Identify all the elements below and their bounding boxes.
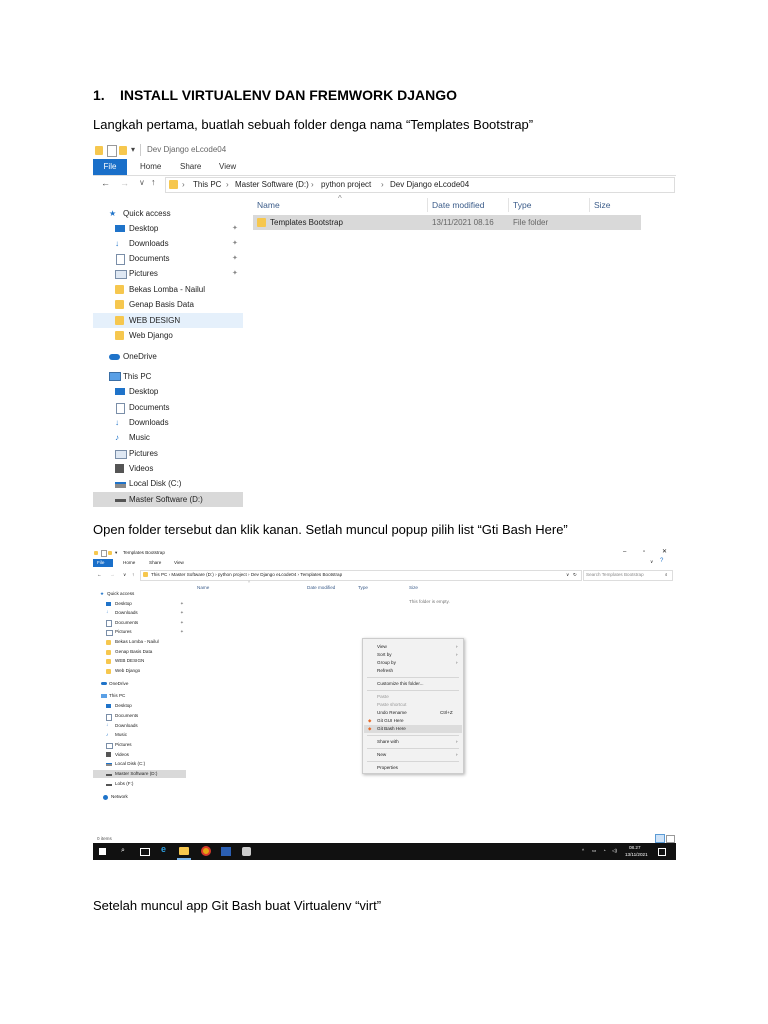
nav-item-downloads[interactable]	[93, 236, 243, 251]
download-arrow-icon: ↓	[115, 239, 119, 248]
up-arrow-icon[interactable]: ↑	[132, 572, 135, 577]
cloud-icon	[109, 354, 120, 360]
forward-arrow-icon[interactable]: →	[110, 572, 115, 577]
desktop-icon	[115, 225, 125, 232]
submenu-arrow-icon: ›	[456, 752, 458, 757]
nav-pc-music[interactable]	[93, 430, 243, 445]
address-dropdown-icon[interactable]: ∨	[566, 572, 570, 577]
menu-item-git-gui-here[interactable]: Git GUI Here	[377, 718, 404, 723]
nav-item-web-design[interactable]	[93, 313, 243, 328]
menu-item-paste-shortcut[interactable]: Paste shortcut	[377, 702, 407, 707]
paragraph-3: Setelah muncul app Git Bash buat Virtualenv “virt”	[93, 898, 382, 913]
windows-start-icon[interactable]	[99, 848, 106, 855]
nav-pc-desktop[interactable]	[93, 384, 243, 399]
tab-view[interactable]: View	[219, 162, 237, 171]
nav-pc-pictures[interactable]: Pictures	[115, 742, 132, 747]
nav-label: Web Django	[129, 331, 173, 340]
nav-item-downloads[interactable]: Downloads	[115, 610, 138, 615]
sort-caret-icon: ^	[248, 580, 251, 585]
folder-icon	[115, 331, 124, 340]
column-date-modified[interactable]: Date modified	[432, 200, 485, 210]
recent-chevron-icon[interactable]: ∨	[123, 572, 127, 577]
heading-text: INSTALL VIRTUALENV DAN FREMWORK DJANGO	[120, 87, 458, 103]
nav-item-bekas-lomba[interactable]: Bekas Lomba - Nailul	[115, 639, 159, 644]
drive-icon	[106, 774, 112, 776]
nav-label: Documents	[129, 254, 170, 263]
details-view-icon[interactable]	[655, 834, 665, 843]
folder-icon	[106, 669, 111, 674]
tab-view[interactable]: View	[174, 560, 184, 565]
nav-item-documents[interactable]	[93, 251, 243, 266]
nav-label: Quick access	[123, 209, 171, 218]
menu-item-refresh[interactable]: Refresh	[377, 668, 394, 673]
submenu-arrow-icon: ›	[456, 739, 458, 744]
submenu-arrow-icon: ›	[456, 652, 458, 657]
nav-label: This PC	[123, 372, 152, 381]
menu-separator	[367, 748, 459, 749]
pin-icon[interactable]: ✦	[180, 620, 184, 625]
nav-item-web-django[interactable]: Web Django	[115, 668, 141, 673]
empty-folder-text: This folder is empty.	[409, 599, 450, 604]
file-type: File folder	[513, 218, 549, 227]
tab-home[interactable]: Home	[140, 162, 162, 171]
nav-pc-downloads[interactable]: Downloads	[115, 723, 138, 728]
menu-separator	[367, 690, 459, 691]
column-divider[interactable]	[589, 198, 590, 212]
download-arrow-icon: ↓	[115, 418, 119, 427]
pin-icon[interactable]: ✦	[232, 225, 238, 232]
nav-label: Downloads	[129, 239, 169, 248]
nav-quick-access[interactable]: Quick access	[107, 591, 135, 596]
nav-label: Pictures	[129, 269, 158, 278]
file-explorer-icon[interactable]	[179, 847, 189, 855]
nav-item-desktop[interactable]	[93, 221, 243, 236]
nav-item-web-django[interactable]	[93, 328, 243, 343]
folder-icon	[106, 659, 111, 664]
film-icon	[106, 752, 111, 757]
properties-icon	[107, 145, 117, 157]
menu-separator	[367, 735, 459, 736]
window-title: Templates Bootstrap	[123, 550, 165, 555]
section-heading	[93, 87, 457, 103]
column-name[interactable]: Name	[257, 200, 280, 210]
paragraph-2: Open folder tersebut dan klik kanan. Setlah muncul popup pilih list “Gti Bash Here”	[93, 522, 568, 537]
ribbon-expand-icon[interactable]: ∨	[650, 559, 654, 564]
context-menu	[362, 638, 464, 774]
chrome-icon[interactable]	[201, 846, 211, 856]
clock-date[interactable]: 13/11/2021	[625, 852, 648, 857]
nav-item-pictures[interactable]: Pictures	[115, 629, 132, 634]
nav-pc-music[interactable]: Music	[115, 732, 127, 737]
battery-icon[interactable]: ▭	[592, 848, 597, 853]
sort-caret-icon: ^	[338, 194, 342, 203]
column-date-modified[interactable]: Date modified	[307, 585, 336, 590]
music-note-icon: ♪	[106, 732, 109, 737]
pin-icon[interactable]: ✦	[180, 610, 184, 615]
menu-item-view[interactable]: View	[377, 644, 387, 649]
nav-pc-desktop[interactable]: Desktop	[115, 703, 132, 708]
tray-chevron-icon[interactable]: ^	[582, 848, 585, 853]
tab-file-label: File	[97, 560, 105, 565]
cloud-icon	[101, 682, 107, 685]
submenu-arrow-icon: ›	[456, 644, 458, 649]
pin-icon[interactable]: ✦	[180, 601, 184, 606]
picture-icon	[106, 630, 113, 636]
address-bar-row	[93, 175, 676, 193]
desktop-icon	[115, 388, 125, 395]
search-icon[interactable]: ⌕	[121, 847, 125, 854]
menu-separator	[367, 761, 459, 762]
folder-icon	[106, 650, 111, 655]
menu-item-group-by[interactable]: Group by	[377, 660, 396, 665]
divider	[140, 144, 141, 156]
nav-this-pc[interactable]: This PC	[109, 693, 126, 698]
breadcrumb-dev-django[interactable]: Dev Django eLcode04	[390, 180, 470, 189]
column-type[interactable]: Type	[513, 200, 532, 210]
breadcrumb[interactable]: This PC › Master Software (D:) › python project › Dev Django eLcode04 › Templates Bootstrap	[151, 572, 343, 577]
active-app-indicator	[177, 858, 191, 860]
app-icon[interactable]	[242, 847, 251, 856]
desktop-icon	[106, 704, 111, 708]
folder-icon	[143, 572, 148, 577]
refresh-icon[interactable]: ↻	[573, 572, 577, 577]
help-icon[interactable]: ?	[660, 558, 664, 564]
menu-item-new[interactable]: New	[377, 752, 387, 757]
tab-file[interactable]: File	[93, 159, 127, 175]
menu-item-undo-rename[interactable]: Undo Rename	[377, 710, 407, 715]
folder-icon	[106, 640, 111, 645]
folder-icon	[94, 551, 98, 555]
column-name[interactable]: Name	[197, 585, 210, 590]
word-icon[interactable]	[221, 847, 231, 856]
nav-label: Downloads	[129, 418, 169, 427]
nav-pc-master-software[interactable]: Master Software (D:)	[115, 771, 158, 776]
drive-icon	[106, 763, 112, 766]
paragraph-1: Langkah pertama, buatlah sebuah folder denga nama “Templates Bootstrap”	[93, 117, 534, 132]
edge-icon[interactable]: e	[161, 844, 167, 854]
document-icon	[116, 403, 125, 414]
nav-pc-videos[interactable]	[93, 461, 243, 476]
properties-icon	[101, 550, 107, 557]
nav-onedrive[interactable]: OneDrive	[109, 681, 129, 686]
window-title: Dev Django eLcode04	[147, 145, 227, 154]
nav-item-pictures[interactable]	[93, 266, 243, 281]
star-icon: ★	[109, 209, 117, 218]
nav-item-desktop[interactable]: Desktop	[115, 601, 132, 606]
file-row[interactable]	[253, 215, 641, 230]
nav-label: OneDrive	[123, 352, 157, 361]
close-icon[interactable]: ✕	[662, 549, 668, 555]
submenu-arrow-icon: ›	[456, 660, 458, 665]
undo-shortcut: Ctrl+Z	[440, 710, 453, 715]
ribbon	[93, 159, 676, 176]
breadcrumb-master-software[interactable]: Master Software (D:)	[235, 180, 309, 189]
nav-label: Music	[129, 433, 150, 442]
nav-onedrive[interactable]	[93, 349, 243, 364]
recent-chevron-icon[interactable]: ∨	[139, 178, 145, 187]
file-date: 13/11/2021 08.16	[432, 218, 494, 227]
film-icon	[115, 464, 124, 473]
title-bar	[93, 142, 676, 159]
folder-icon	[115, 316, 124, 325]
nav-pc-master-software[interactable]	[93, 492, 243, 507]
drive-icon	[106, 784, 112, 786]
nav-quick-access[interactable]	[93, 206, 243, 221]
new-folder-icon	[108, 551, 112, 555]
new-folder-icon	[119, 146, 127, 155]
pin-icon[interactable]: ✦	[232, 255, 238, 262]
nav-label: Documents	[129, 403, 170, 412]
menu-separator	[367, 677, 459, 678]
address-box[interactable]: › This PC › Master Software (D:) › python project › Dev Django eLcode04	[165, 177, 675, 193]
breadcrumb-python-project[interactable]: python project	[321, 180, 372, 189]
volume-icon[interactable]: ◁)	[612, 848, 618, 853]
nav-label: Pictures	[129, 449, 158, 458]
search-icon[interactable]: ⌕	[665, 572, 668, 577]
nav-label: Desktop	[129, 224, 159, 233]
taskbar	[93, 843, 676, 860]
up-arrow-icon[interactable]: ↑	[151, 177, 156, 187]
nav-pc-pictures[interactable]	[93, 446, 243, 461]
quick-access-toolbar-icon[interactable]: ▾	[131, 145, 136, 154]
nav-pc-lobs[interactable]: Lobs (F:)	[115, 781, 134, 786]
quick-access-toolbar-icon[interactable]: ▾	[115, 550, 118, 555]
nav-label: Videos	[129, 464, 154, 473]
nav-item-bekas-lomba[interactable]	[93, 282, 243, 297]
nav-item-web-design[interactable]: WEB DESIGN	[115, 658, 145, 663]
nav-item-documents[interactable]: Documents	[115, 620, 139, 625]
git-bash-icon: ◆	[368, 726, 372, 731]
folder-icon	[115, 285, 124, 294]
large-icons-view-icon[interactable]	[666, 835, 675, 843]
menu-item-git-bash-here[interactable]: Git Bash Here	[377, 726, 406, 731]
search-placeholder: Search Templates Bootstrap	[586, 572, 644, 577]
menu-item-customize[interactable]: Customize this folder...	[377, 681, 424, 686]
picture-icon	[106, 743, 113, 749]
network-icon	[103, 795, 108, 800]
pin-icon[interactable]: ✦	[232, 270, 238, 277]
back-arrow-icon[interactable]: ←	[97, 572, 102, 577]
nav-pc-documents[interactable]: Documents	[115, 713, 139, 718]
explorer-screenshot-1	[93, 142, 676, 508]
git-gui-icon: ◆	[368, 718, 372, 723]
nav-item-genap-basis-data[interactable]: Genap Basis Data	[115, 649, 153, 654]
computer-icon	[101, 694, 107, 698]
column-divider[interactable]	[508, 198, 509, 212]
nav-label: Genap Basis Data	[129, 300, 194, 309]
task-view-icon[interactable]	[140, 848, 150, 856]
document-icon	[116, 254, 125, 265]
menu-item-properties[interactable]: Properties	[377, 765, 398, 770]
music-note-icon: ♪	[115, 433, 119, 442]
document-icon	[106, 714, 112, 721]
notification-icon[interactable]	[658, 848, 666, 856]
nav-this-pc[interactable]	[93, 369, 243, 384]
file-name: Templates Bootstrap	[270, 218, 343, 227]
picture-icon	[115, 450, 127, 459]
navigation-pane	[93, 204, 243, 508]
computer-icon	[109, 372, 121, 381]
column-type[interactable]: Type	[358, 585, 368, 590]
nav-pc-local-disk[interactable]: Local Disk (C:)	[115, 761, 146, 766]
clock-time[interactable]: 08.27	[629, 845, 641, 850]
menu-item-sort-by[interactable]: Sort by	[377, 652, 392, 657]
forward-arrow-icon[interactable]: →	[120, 178, 129, 188]
column-size[interactable]: Size	[409, 585, 418, 590]
star-icon: ★	[100, 591, 105, 596]
nav-label: Desktop	[129, 387, 159, 396]
minimize-icon[interactable]: –	[623, 549, 627, 555]
folder-icon	[95, 146, 103, 155]
download-arrow-icon: ↓	[106, 609, 109, 614]
status-item-count: 0 items	[97, 836, 112, 841]
nav-label: Bekas Lomba - Nailul	[129, 285, 206, 294]
nav-label: Master Software (D:)	[129, 495, 203, 504]
nav-pc-documents[interactable]	[93, 400, 243, 415]
menu-item-share-with[interactable]: Share with	[377, 739, 399, 744]
menu-item-paste[interactable]: Paste	[377, 694, 389, 699]
nav-pc-videos[interactable]: Videos	[115, 752, 129, 757]
drive-icon	[115, 482, 126, 488]
desktop-icon	[106, 602, 111, 606]
picture-icon	[115, 270, 127, 279]
nav-label: WEB DESIGN	[129, 316, 181, 325]
nav-item-genap-basis-data[interactable]	[93, 297, 243, 312]
document-icon	[106, 620, 112, 627]
column-divider[interactable]	[427, 198, 428, 212]
heading-number: 1.	[93, 87, 105, 103]
pin-icon[interactable]: ✦	[180, 629, 184, 634]
explorer-screenshot-2	[93, 548, 676, 860]
nav-network[interactable]: Network	[111, 794, 128, 799]
tab-home[interactable]: Home	[123, 560, 136, 565]
pin-icon[interactable]: ✦	[232, 240, 238, 247]
back-arrow-icon[interactable]: ←	[101, 178, 110, 188]
nav-label: Local Disk (C:)	[129, 479, 182, 488]
folder-icon	[115, 300, 124, 309]
nav-pc-downloads[interactable]	[93, 415, 243, 430]
maximize-icon[interactable]: ▫	[643, 549, 646, 555]
drive-icon	[115, 499, 126, 502]
nav-pc-local-disk[interactable]	[93, 476, 243, 491]
tab-share[interactable]: Share	[180, 162, 202, 171]
network-tray-icon[interactable]: ◔	[603, 848, 606, 853]
download-arrow-icon: ↓	[106, 722, 109, 727]
column-size[interactable]: Size	[594, 200, 611, 210]
folder-icon	[257, 218, 266, 227]
folder-icon	[169, 180, 178, 189]
tab-share[interactable]: Share	[149, 560, 162, 565]
breadcrumb-this-pc[interactable]: This PC	[193, 180, 222, 189]
